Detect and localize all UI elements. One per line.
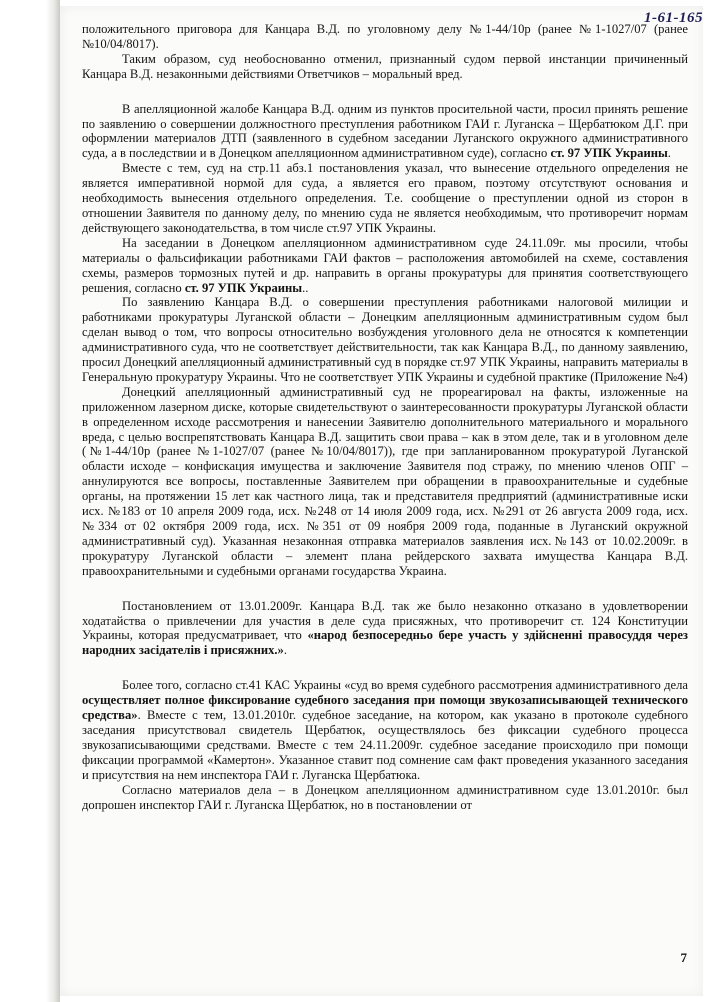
paragraph (82, 599, 688, 659)
text-run: По заявлению Канцара В.Д. о совершении преступления работниками налоговой милиции и работниками прокуратуры Луганской области – Донецким апелляционным административным судом был сделан вывод о том, что вопросы относительно возбуждения уголовного дела не относятся к компетенции административного суда, что не соответствует действительности, так как Канцара В.Д., по данному заявлению, просил Донецкий апелляционный административный суд в порядке ст.97 УПК Украины, направить материалы в Генеральную прокуратуру Украины. Что не соответствует УПК Украины и судебной практике (Приложение №4) (82, 295, 688, 384)
paragraph (82, 102, 688, 162)
text-run: Вместе с тем, суд на стр.11 абз.1 постановления указал, что вынесение отдельного определения не является императивной нормой для суда, а является его правом, поэтому отсутствуют основания и необходимость вынесения отдельного определения. Т.е. сообщение о преступлении одной из сторон в отношении Заявителя по данному делу, по мнению суда не является необходимым, что противоречит нормам действующего законодательства, в том числе ст.97 УПК Украины. (82, 161, 688, 235)
text-run: .. (302, 280, 309, 295)
scan-left-margin (0, 0, 60, 1002)
page-stamp-number: 1-61-165 (644, 10, 703, 26)
text-run: На заседании в Донецком апелляционном административном суде 24.11.09г. мы просили, чтобы материалы о фальсификации работниками ГАИ фактов – расположения автомобилей на схеме, составления схемы, размеров тормозных путей и др. направить в органы прокуратуры для принятия соответствующего решения, согласно (82, 235, 688, 295)
text-run: . (667, 146, 671, 161)
text-run: Постановлением от 13.01.2009г. Канцара В.Д. так же было незаконно отказано в удовлетворении ходатайства о привлечении для участия в деле суда присяжных, что противоречит ст. 124 Конституции Украины, которая предусматривает, что (82, 598, 688, 643)
text-run: Более того, согласно ст.41 КАС Украины «суд во время судебного рассмотрения административного дела (122, 678, 688, 693)
paragraph (82, 161, 688, 236)
text-run: В апелляционной жалобе Канцара В.Д. одним из пунктов просительной части, просил принять решение по заявлению о совершении должностного преступления работником ГАИ г. Луганска – Щербатюком Д.Г. при оформлении материалов ДТП (заявленного в судебном заседании Луганского окружного административного суда, а в последствии и в Донецком апелляционном административном суде), согласно (82, 101, 688, 161)
bold-text-run: ст. 97 УПК Украины (184, 280, 303, 295)
bold-text-run: ст. 97 УПК Украины (550, 146, 668, 161)
paragraph (82, 236, 688, 296)
document-body (82, 22, 688, 812)
text-run: Согласно материалов дела – в Донецком апелляционном административном суде 13.01.2010г. был допрошен инспектор ГАИ г. Луганска Щербатюк, но в постановлении от (82, 782, 688, 812)
text-run: Донецкий апелляционный административный суд не прореагировал на факты, изложенные на приложенном лазерном диске, которые свидетельствуют о заинтересованности прокуратуры Луганской области в определенном исходе рассмотрения и нанесении Заявителю дополнительного материального и морального вреда, с целью воспрепятствовать Канцара В.Д. защитить свои права – как в этом деле, так и в уголовном деле (№1-44/10р (ранее №1-1027/07 (ранее №10/04/8017)), где при запланированном прокуратурой Луганской области исходе – конфискация имущества и заключение Заявителя под стражу, по мнению членов ОПГ – аннулируются все вопросы, поставленные Заявителем при обращении в правоохранительные и судебные органы, на протяжении 15 лет как частного лица, так и представителя предприятий (административные иски исх. №183 от 10 апреля 2009 года, исх. №248 от 14 июля 2009 года, исх. №291 от 26 августа 2009 года, исх. №334 от 02 октября 2009 года, исх. №351 от 09 ноября 2009 года, поданные в Луганский окружной административный суд). Указанная незаконная отправка материалов заявления исх.№143 от 10.02.2009г. в прокуратуру Луганской области – элемент плана рейдерского захвата имущества Канцара В.Д. правоохранительными и судебными органами государства Украина. (82, 384, 688, 578)
paragraph (82, 52, 688, 82)
text-run: Таким образом, суд необоснованно отменил, признанный судом первой инстанции причиненный Канцара В.Д. незаконными действиями Ответчиков – моральный вред. (82, 51, 688, 81)
paragraph (82, 783, 688, 813)
bold-text-run: осуществляет полное фиксирование судебного заседания при помощи звукозаписывающей технического средства» (82, 693, 688, 723)
paragraph (82, 295, 688, 384)
page-number: 7 (680, 950, 687, 965)
text-run: . Вместе с тем, 13.01.2010г. судебное заседание, на котором, как указано в протоколе судебного заседания присутствовал свидетель Щербатюк, осуществлялось без фиксации судебного процесса звукозаписывающими средствами. Вместе с тем 24.11.2009г. судебное заседание происходило при помощи фиксации программой «Камертон». Указанное ставит под сомнение сам факт проведения указанного заседания и присутствия на нем инспектора ГАИ г. Луганска Щербатюка. (82, 708, 688, 782)
paragraph (82, 22, 688, 52)
paragraph (82, 385, 688, 579)
bold-text-run: «народ безпосередньо бере участь у здійсненні правосуддя через народних засідателів і присяжних.» (82, 628, 688, 658)
paragraph (82, 678, 688, 782)
text-run: положительного приговора для Канцара В.Д. по уголовному делу №1-44/10р (ранее №1-1027/07 (ранее №10/04/8017). (82, 22, 688, 51)
text-run: . (283, 643, 288, 658)
